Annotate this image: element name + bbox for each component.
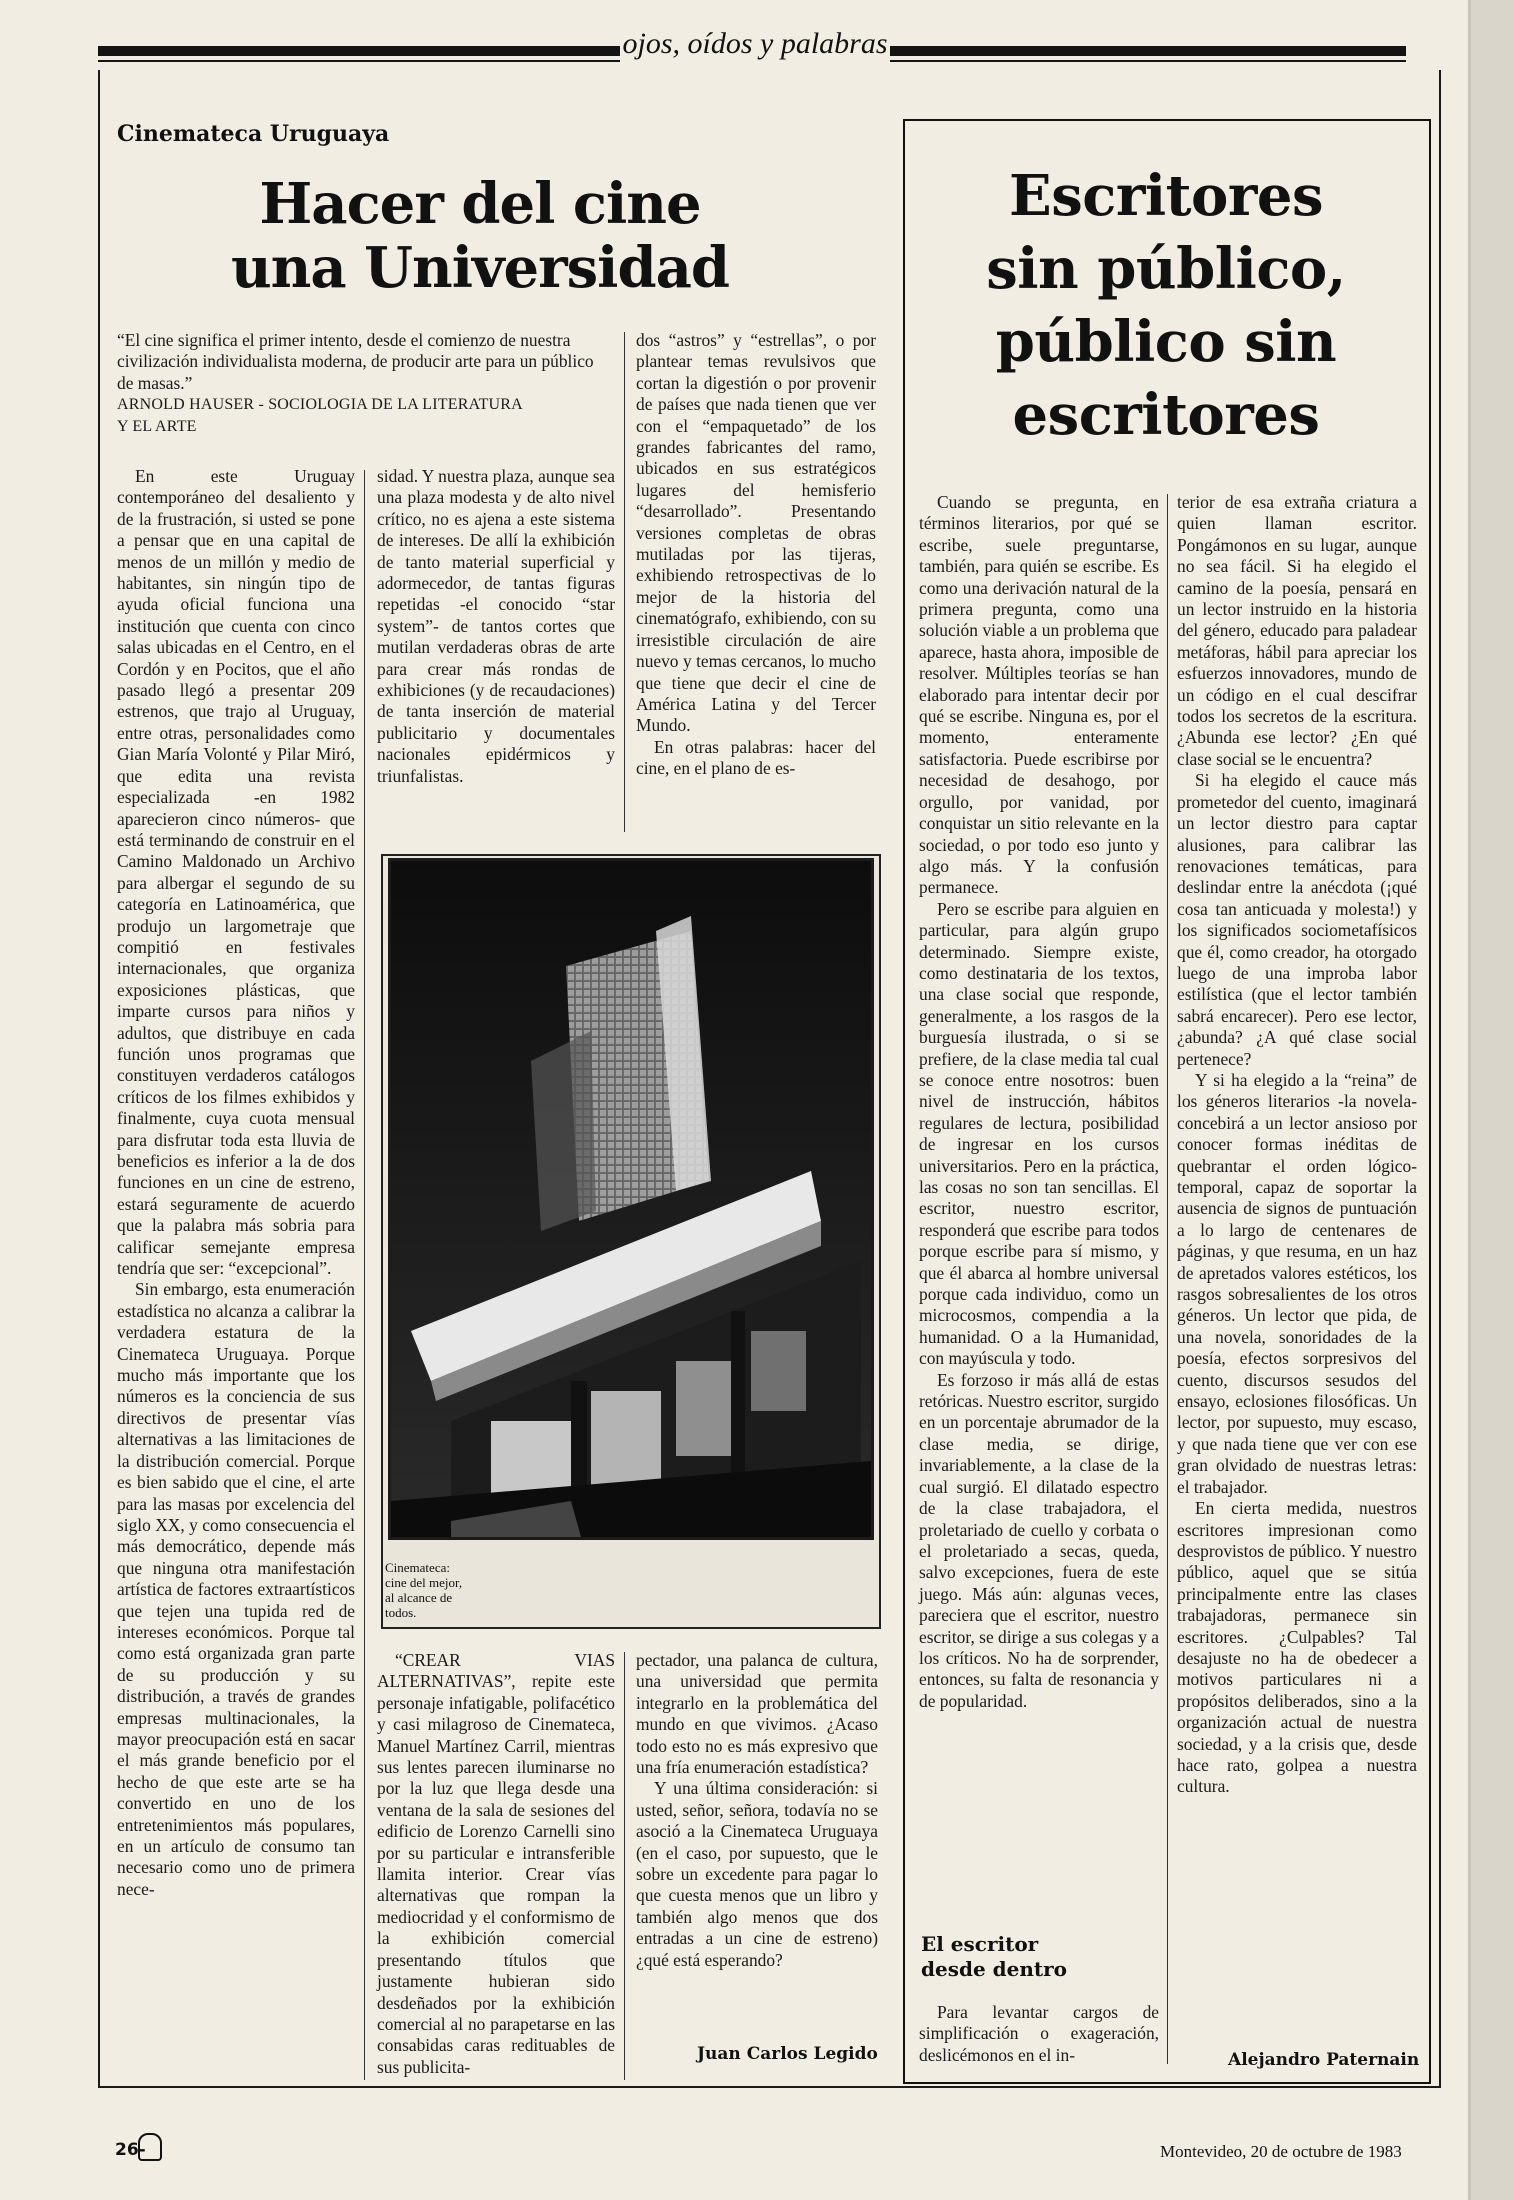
column-rule <box>624 332 625 832</box>
issue-date: Montevideo, 20 de octubre de 1983 <box>1160 2142 1402 2161</box>
epigraph-quote: “El cine significa el primer intento, desde el comienzo de nuestra civilización individualista moderna, de producir arte para un público de masas.” <box>117 330 594 393</box>
page-number: 26- <box>115 2140 146 2160</box>
article2-col1-paragraph: Es forzoso ir más allá de estas retóricas. Nuestro escritor, surgido en un porcentaje abrumador de la clase media, se dirige, invariablemente, a la clase de la cual surgió. El dilatado espectro de la clase trabajadora, el proletariado de cuello y corbata o el proletariado a secas, queda, salvo excepciones, fuera de este juego. Más aún: algunas veces, pareciera que el escritor, nuestro escritor, se dirige a sus colegas y a los críticos. No ha de sorprender, entonces, su falta de resonancia y de popularidad. <box>919 1369 1159 1711</box>
article1-headline-line2: una Universidad <box>230 235 730 301</box>
article1-col3-paragraph: dos “astros” y “estrellas”, o por plantear temas revulsivos que cortan la digestión o por provenir de países que nada tienen que ver con el “empaquetado” de los grandes fabricantes del ramo, ubicados en sus estratégicos lugares del hemisferio “desarrollado”. Presentando versiones completas de obras mutiladas por las tijeras, exhibiendo retrospectivas de lo mejor de la historia del cinematógrafo, exhibiendo, con su irresistible circulación de aire nuevo y temas cercanos, lo mucho que tiene que decir el cine de América Latina y del Tercer Mundo. <box>636 330 877 736</box>
article2-headline-line1: Escritores <box>1009 163 1323 229</box>
article1-kicker: Cinemateca Uruguaya <box>117 121 390 147</box>
header-rule-left <box>98 46 628 56</box>
article2-col1-paragraph: Para levantar cargos de simplificación o exageración, deslicémonos en el in- <box>919 2002 1159 2065</box>
article2-headline-line4: escritores <box>1012 382 1320 448</box>
section-name: ojos, oídos y palabras <box>620 24 890 64</box>
article2-column1 <box>919 492 1159 1712</box>
article2-subhead-line1: El escritor <box>921 1932 1039 1956</box>
frame-right-rule <box>1439 70 1441 2088</box>
publication-logo-icon <box>138 2133 162 2161</box>
article2-col2-paragraph: terior de esa extraña criatura a quien llaman escritor. Pongámonos en su lugar, aunque no sea fácil. Si ha elegido el camino de la poesía, pensará en un lector instruido en la historia del género, educado para paladear metáforas, hábil para apreciar los esfuerzos innovadores, mundo de un código en el cual descifrar todos los secretos de la escritura. ¿Abunda ese lector? ¿En qué clase social se le encuentra? <box>1177 492 1417 769</box>
article2-subhead <box>921 1932 1067 1982</box>
article2-byline: Alejandro Paternain <box>1228 2050 1420 2070</box>
article2-column2 <box>1177 492 1417 1798</box>
article1-col1-paragraph: En este Uruguay contemporáneo del desaliento y de la frustración, si usted se pone a pensar que en una capital de menos de un millón y medio de habitantes, sin ningún tipo de ayuda oficial funciona una institución que cuenta con cinco salas ubicadas en el Centro, en el Cordón y en Pocitos, que el año pasado llegó a presentar 209 estrenos, que trajo al Uruguay, entre otras, personalidades como Gian María Volonté y Pilar Miró, que edita una revista especializada -en 1982 aparecieron cinco números- que está terminando de construir en el Camino Maldonado un Archivo para albergar el segundo de su categoría en Latinoamérica, que produjo un largometraje que compitió en festivales internacionales, que organiza exposiciones plásticas, que imparte cursos para niños y adultos, que distribuye en cada función unos programas que constituyen verdaderos catálogos críticos de los filmes exhibidos y finalmente, cuya cuota mensual para disfrutar toda esta lluvia de beneficios es inferior a la de dos funciones en un cine de estreno, estará seguramente de acuerdo que la palabra más sobria para calificar semejante empresa tendría que ser: “excepcional”. <box>117 466 355 1279</box>
article1-column1 <box>117 466 355 1900</box>
article1-col3-paragraph: Y una última consideración: si usted, señor, señora, todavía no se asoció a la Cinemateca Uruguaya (en el caso, por supuesto, que le sobre un excedente para pagar lo que cuesta menos que un libro y también algo menos que dos entradas a un cine de estreno) ¿qué está esperando? <box>636 1778 878 1970</box>
epigraph-attribution-line1: ARNOLD HAUSER - SOCIOLOGIA DE LA LITERATURA <box>117 396 523 414</box>
article1-col3-paragraph: pectador, una palanca de cultura, una universidad que permita integrarlo en la problemática del mundo en que vivimos. ¿Acaso todo esto no es más expresivo que una fría enumeración estadística? <box>636 1650 878 1778</box>
article2-col1-paragraph: Cuando se pregunta, en términos literarios, por qué se escribe, suele preguntarse, también, para quién se escribe. Es como una derivación natural de la primera pregunta, como una solución viable a un problema que aparece, hasta ahora, imposible de resolver. Múltiples teorías se han elaborado para intentar decir por qué se escribe. Ninguna es, por el momento, enteramente satisfactoria. Puede escribirse por necesidad de desahogo, por orgullo, por vanidad, por conquistar un sitio relevante en la sociedad, o por todo eso junto y algo más. Y la confusión permanece. <box>919 492 1159 898</box>
article2-col1-paragraph: Pero se escribe para alguien en particular, para algún grupo determinado. Siempre existe, como destinataria de los textos, una clase social que responde, generalmente, a los rasgos de la burguesía ilustrada, o si se prefiere, de la clase media tal cual se conoce entre nosotros: buen nivel de instrucción, hábitos regulares de lectura, posibilidad de ingresar en los cursos universitarios. Pero en la práctica, las cosas no son tan sencillas. El escritor, nuestro escritor, responderá que escribe para todos porque escribe para sí mismo, y que él abarca al hombre universal porque cada individuo, como un microcosmos, compendia a la humanidad. O a la Humanidad, con mayúscula y todo. <box>919 898 1159 1369</box>
column-rule <box>624 1652 625 2080</box>
building-illustration <box>391 861 871 1537</box>
next-page-edge <box>1468 0 1514 2200</box>
column-rule <box>364 470 365 2080</box>
article1-column3-bottom <box>636 1650 878 1971</box>
article1-col2-paragraph: sidad. Y nuestra plaza, aunque sea una plaza modesta y de alto nivel crítico, no es ajena a este sistema de intereses. De allí la exhibición de tanto material superficial y adormecedor, de tantas figuras repetidas -el conocido “star system”- de tantos cortes que mutilan verdaderas obras de arte para crear más rondas de exhibiciones (y de recaudaciones) de tanta inserción de material publicitario y documentales nacionales epidérmicos y triunfalistas. <box>377 466 615 786</box>
article1-headline-line1: Hacer del cine <box>259 171 701 237</box>
article1-column2-bottom <box>377 1650 615 2078</box>
article1-byline: Juan Carlos Legido <box>697 2044 878 2064</box>
article2-headline-line2: sin público, <box>986 236 1346 302</box>
article2-headline <box>905 160 1427 452</box>
article1-col1-paragraph: Sin embargo, esta enumeración estadística no alcanza a calibrar la verdadera estatura de la Cinemateca Uruguaya. Porque mucho más importante que los números es la conciencia de sus directivos de presentar vías alternativas a las limitaciones de la distribución comercial. Porque es bien sabido que el cine, el arte para las masas por excelencia del siglo XX, y como consecuencia el más democrático, depende más que ninguna otra manifestación artística de factores extraartísticos que tejen una tupida red de intereses económicos. Porque tal como está organizada gran parte de su producción y su distribución, a través de grandes empresas multinacionales, la mayor preocupación está en sacar el más grande beneficio por el hecho de que este arte se ha convertido en uno de los entretenimientos más populares, en un artículo de consumo tan necesario como uno de primera nece- <box>117 1279 355 1899</box>
article2-col2-paragraph: Y si ha elegido a la “reina” de los géneros literarios -la novela- concebirá a un lector ansioso por conocer formas inéditas de quebrantar el orden lógico-temporal, capaz de soportar la ausencia de signos de puntuación a lo largo de centenares de páginas, y que resuma, en un haz de apretados valores estéticos, los rasgos sobresalientes de los otros géneros. Un lector que pida, de una novela, sonoridades de la poesía, efectos sorpresivos del cuento, discursos sesudos del ensayo, eclosiones filosóficas. Un lector, por supuesto, muy escaso, y que nada tiene que ver con ese gran olvidado de nuestras letras: el trabajador. <box>1177 1069 1417 1497</box>
article1-headline <box>100 172 860 300</box>
header-thin-rule-right <box>878 60 1406 62</box>
cinemateca-building-photo <box>388 858 874 1540</box>
column-rule <box>1167 494 1168 2064</box>
article1-column3-top <box>636 330 876 780</box>
frame-bottom-rule <box>98 2086 1441 2088</box>
article1-epigraph <box>117 330 597 437</box>
article2-column1-bottom <box>919 2002 1159 2066</box>
article2-subhead-line2: desde dentro <box>921 1957 1068 1981</box>
photo-caption: Cinemateca: cine del mejor, al alcance de todos. <box>385 1560 463 1620</box>
header-thin-rule-left <box>98 60 628 62</box>
article1-column2-top <box>377 466 615 787</box>
frame-left-rule <box>98 70 100 2086</box>
article1-col2-paragraph: “CREAR VIAS ALTERNATIVAS”, repite este personaje infatigable, polifacético y casi milagroso de Cinemateca, Manuel Martínez Carril, mientras sus lentes parecen iluminarse no por la luz que llega desde una ventana de la sala de sesiones del edificio de Lorenzo Carnelli sino por su particular e intransferible llamita interior. Crear vías alternativas que rompan la mediocridad y el conformismo de la exhibición comercial presentando títulos que justamente hubieran sido desdeñados por la exhibición comercial al no parapetarse en las consabidas caras redituables de sus publicita- <box>377 1650 615 2077</box>
header-rule-right <box>878 46 1406 56</box>
article2-col2-paragraph: Si ha elegido el cauce más prometedor del cuento, imaginará un lector diestro para captar alusiones, para calibrar las renovaciones temáticas, para deslindar entre la anécdota (¡qué cosa tan anticuada y molesta!) y los significados sociometafísicos que él, como creador, ha otorgado luego de una improba labor estilística (que el lector también sabrá encarecer). Pero ese lector, ¿abunda? ¿A qué clase social pertenece? <box>1177 770 1417 1069</box>
page-edge-shadow <box>1468 0 1471 2200</box>
epigraph-attribution-line2: Y EL ARTE <box>117 417 197 435</box>
article1-col3-paragraph: En otras palabras: hacer del cine, en el plano de es- <box>636 736 876 779</box>
article2-headline-line3: público sin <box>995 309 1337 375</box>
article2-col2-paragraph: En cierta medida, nuestros escritores impresionan como desprovistos de público. Y nuestro público, aquel que se sitúa principalmente entre las clases trabajadoras, permanece sin escritores. ¿Culpables? Tal desajuste no ha de obedecer a motivos particulares ni a propósitos deliberados, sino a la organización actual de nuestra sociedad, y a la crisis que, desde hace rato, golpea a nuestra cultura. <box>1177 1498 1417 1797</box>
